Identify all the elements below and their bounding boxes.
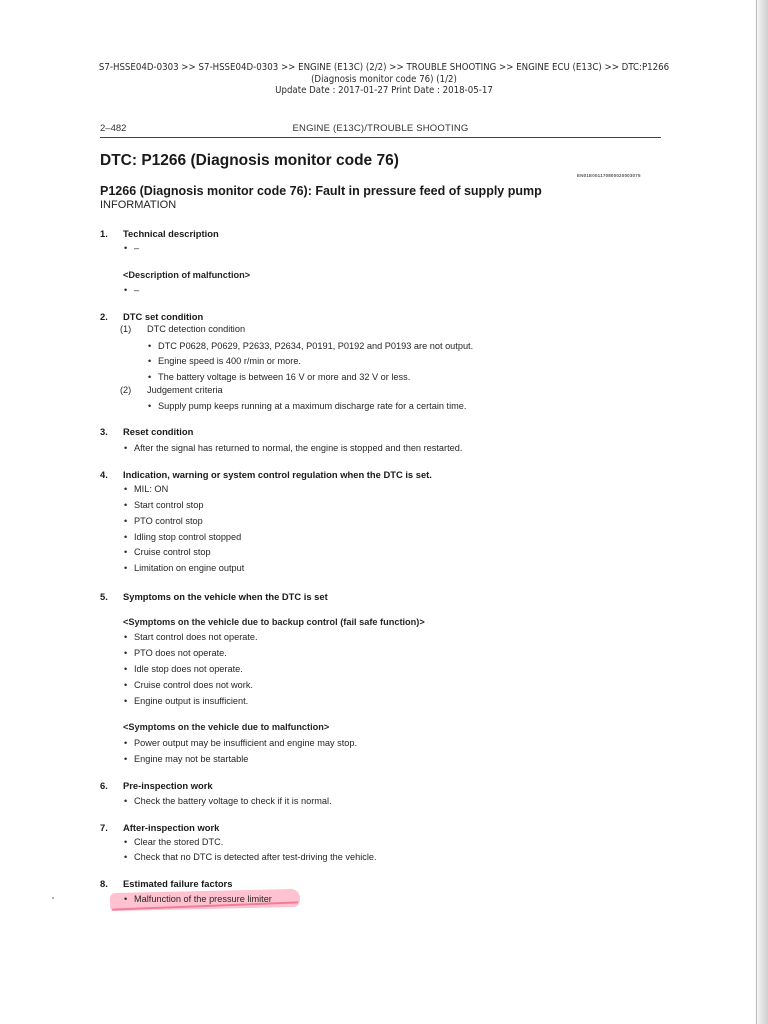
- section-3-title: Reset condition: [123, 426, 194, 437]
- section-3-number: 3.: [100, 426, 108, 437]
- section-1-number: 1.: [100, 228, 108, 239]
- section-5-subtitle-2: <Symptoms on the vehicle due to malfunction>: [123, 722, 330, 732]
- document-id: EN01E001170800020003075: [577, 173, 641, 178]
- list-item: • PTO control stop: [134, 516, 203, 526]
- list-item: • Engine output is insufficient.: [134, 696, 248, 706]
- list-item: • Start control stop: [134, 500, 203, 510]
- list-item: • Clear the stored DTC.: [134, 837, 223, 847]
- list-item: • Check that no DTC is detected after test-driving the vehicle.: [134, 852, 377, 862]
- scan-edge-line: [756, 0, 757, 1024]
- list-item: • Engine may not be startable: [134, 754, 248, 764]
- list-item: • Limitation on engine output: [134, 563, 244, 573]
- list-item: • Start control does not operate.: [134, 632, 258, 642]
- condition-1-number: (1): [120, 324, 132, 334]
- list-item: • Idling stop control stopped: [134, 532, 241, 542]
- list-item: • Supply pump keeps running at a maximum discharge rate for a certain time.: [158, 401, 466, 411]
- section-1-title: Technical description: [123, 228, 219, 239]
- condition-1-label: DTC detection condition: [147, 324, 246, 334]
- page-number: 2–482: [100, 123, 127, 134]
- list-item: • Idle stop does not operate.: [134, 664, 243, 674]
- section-5-title: Symptoms on the vehicle when the DTC is set: [123, 591, 328, 602]
- page-section-title: ENGINE (E13C)/TROUBLE SHOOTING: [292, 123, 469, 134]
- document-header: [0, 62, 768, 97]
- date-line: Update Date : 2017-01-27 Print Date : 2018-05-17: [275, 85, 493, 96]
- section-8-number: 8.: [100, 878, 108, 889]
- list-item: • After the signal has returned to normal, the engine is stopped and then restarted.: [134, 443, 462, 453]
- list-item: • The battery voltage is between 16 V or more and 32 V or less.: [158, 372, 410, 382]
- section-7-number: 7.: [100, 822, 108, 833]
- list-item: • Cruise control stop: [134, 547, 211, 557]
- section-2-number: 2.: [100, 311, 108, 322]
- dtc-title: DTC: P1266 (Diagnosis monitor code 76): [100, 152, 399, 169]
- breadcrumb: S7-HSSE04D-0303 >> S7-HSSE04D-0303 >> ENGINE (E13C) (2/2) >> TROUBLE SHOOTING >> ENGINE ECU (E13C) >> DTC:P1266: [98, 62, 670, 73]
- list-item: • Check the battery voltage to check if it is normal.: [134, 796, 332, 806]
- list-item-highlighted: • Malfunction of the pressure limiter: [134, 894, 272, 904]
- information-label: INFORMATION: [100, 199, 177, 211]
- scan-speck: [52, 897, 54, 899]
- condition-2-number: (2): [120, 385, 132, 395]
- section-8-title: Estimated failure factors: [123, 878, 233, 889]
- page-header: [100, 123, 661, 138]
- section-5-subtitle-1: <Symptoms on the vehicle due to backup control (fail safe function)>: [123, 617, 425, 627]
- condition-2-label: Judgement criteria: [147, 385, 223, 395]
- list-item: • PTO does not operate.: [134, 648, 227, 658]
- section-1-sub-bullet: • –: [134, 285, 139, 295]
- section-1-bullet: • –: [134, 243, 139, 253]
- section-6-number: 6.: [100, 780, 108, 791]
- section-4-title: Indication, warning or system control regulation when the DTC is set.: [123, 469, 432, 480]
- list-item: • Power output may be insufficient and engine may stop.: [134, 738, 357, 748]
- section-4-number: 4.: [100, 469, 108, 480]
- section-6-title: Pre-inspection work: [123, 780, 213, 791]
- list-item: • Cruise control does not work.: [134, 680, 253, 690]
- section-2-title: DTC set condition: [123, 311, 204, 322]
- dtc-subtitle: P1266 (Diagnosis monitor code 76): Fault in pressure feed of supply pump: [100, 184, 542, 198]
- section-5-number: 5.: [100, 591, 108, 602]
- list-item: • Engine speed is 400 r/min or more.: [158, 356, 301, 366]
- section-7-title: After-inspection work: [123, 822, 220, 833]
- list-item: • MIL: ON: [134, 484, 168, 494]
- section-1-subtitle: <Description of malfunction>: [123, 270, 251, 280]
- list-item: • DTC P0628, P0629, P2633, P2634, P0191, P0192 and P0193 are not output.: [158, 341, 473, 351]
- breadcrumb-tail: (Diagnosis monitor code 76) (1/2): [311, 73, 457, 85]
